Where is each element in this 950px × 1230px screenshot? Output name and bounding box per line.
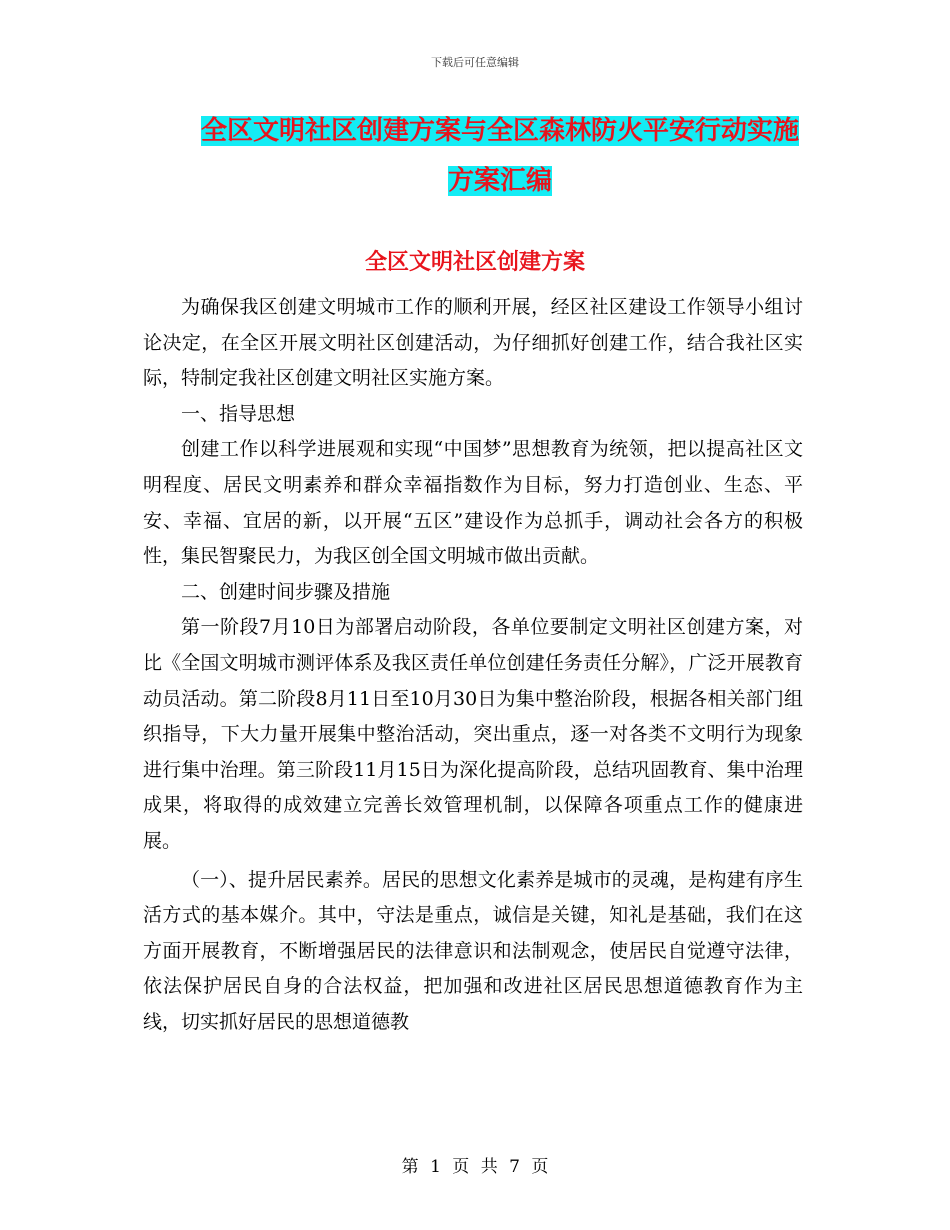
heading-guiding-ideology: 一、指导思想 [181,402,296,425]
document-title [190,106,810,206]
paragraph-intro: 为确保我区创建文明城市工作的顺利开展，经区社区建设工作领导小组讨论决定，在全区开展文明社区创建活动，为仔细抓好创建工作，结合我社区实际，特制定我社区创建文明社区实施方案。 [143,296,803,390]
document-title-line-1: 全区文明社区创建方案与全区森林防火平安行动实施 [200,116,799,146]
page-header-note: 下载后可任意编辑 [431,56,519,69]
paragraph-resident-quality: （一）、提升居民素养。居民的思想文化素养是城市的灵魂，是构建有序生活方式的基本媒介。其中，守法是重点，诚信是关键，知礼是基础，我们在这方面开展教育，不断增强居民的法律意识和法制观念，使居民自觉遵守法律，依法保护居民自身的合法权益，把加强和改进社区居民思想道德教育作为主线，切实抓好居民的思想道德教 [143,868,803,1033]
page-number-footer: 第 1 页 共 7 页 [401,1157,549,1177]
heading-schedule-and-measures: 二、创建时间步骤及措施 [181,580,391,603]
document-body [143,290,803,1040]
document-title-line-2: 方案汇编 [447,166,552,196]
paragraph-guiding-ideology: 创建工作以科学进展观和实现“中国梦”思想教育为统领，把以提高社区文明程度、居民文明素养和群众幸福指数作为目标，努力打造创业、生态、平安、幸福、宜居的新，以开展“五区”建设作为总抓手，调动社会各方的积极性，集民智聚民力，为我区创全国文明城市做出贡献。 [143,438,803,568]
section-title: 全区文明社区创建方案 [364,250,585,275]
paragraph-schedule: 第一阶段7月10日为部署启动阶段，各单位要制定文明社区创建方案，对比《全国文明城市测评体系及我区责任单位创建任务责任分解》，广泛开展教育动员活动。第二阶段8月11日至10月30日为集中整治阶段，根据各相关部门组织指导，下大力量开展集中整治活动，突出重点，逐一对各类不文明行为现象进行集中治理。第三阶段11月15日为深化提高阶段，总结巩固教育、集中治理成果，将取得的成效建立完善长效管理机制，以保障各项重点工作的健康进展。 [143,616,803,852]
